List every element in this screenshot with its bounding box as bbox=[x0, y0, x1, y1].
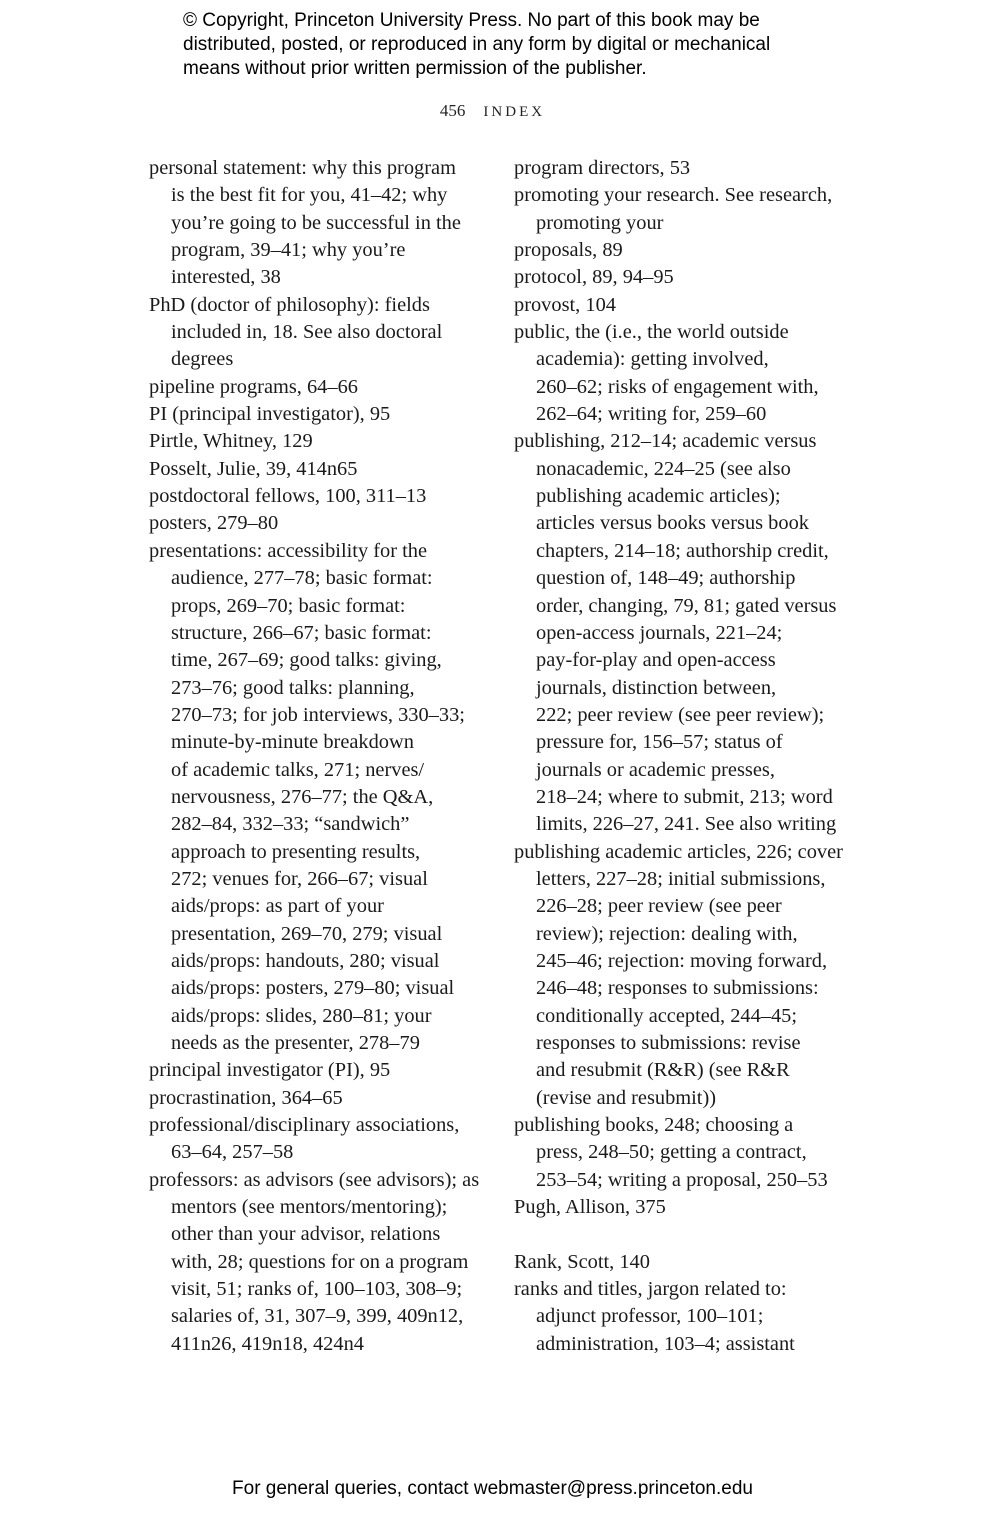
index-entry-continuation: 270–73; for job interviews, 330–33; bbox=[171, 703, 465, 726]
index-entry-continuation: minute-by-minute breakdown bbox=[171, 731, 414, 754]
footer-contact: For general queries, contact webmaster@press.princeton.edu bbox=[232, 1478, 753, 1499]
index-entry bbox=[149, 1167, 479, 1358]
index-entry-continuation: mentors (see mentors/mentoring); bbox=[171, 1196, 448, 1219]
index-entry-line: principal investigator (PI), 95 bbox=[149, 1059, 391, 1082]
index-entry-line: Pugh, Allison, 375 bbox=[514, 1196, 666, 1219]
index-entry-line: presentations: accessibility for the bbox=[149, 539, 428, 562]
index-entry-line: public, the (i.e., the world outside bbox=[514, 321, 789, 344]
index-entry-continuation: props, 269–70; basic format: bbox=[171, 594, 406, 617]
index-entry-continuation: interested, 38 bbox=[171, 266, 281, 289]
index-entry bbox=[514, 1112, 844, 1194]
index-entry-line: pipeline programs, 64–66 bbox=[149, 375, 358, 398]
index-entry-line: PhD (doctor of philosophy): fields bbox=[149, 293, 430, 316]
index-entry-line: procrastination, 364–65 bbox=[149, 1086, 343, 1109]
index-entry-line: Pirtle, Whitney, 129 bbox=[149, 430, 313, 453]
index-entry-continuation: you’re going to be successful in the bbox=[171, 211, 461, 234]
index-entry-line: publishing academic articles, 226; cover bbox=[514, 840, 843, 863]
index-entry-continuation: limits, 226–27, 241. See also writing bbox=[536, 813, 837, 836]
index-entry-continuation: adjunct professor, 100–101; bbox=[536, 1305, 764, 1328]
index-entry-continuation: responses to submissions: revise bbox=[536, 1032, 801, 1054]
index-entry-continuation: approach to presenting results, bbox=[171, 840, 421, 863]
index-entry-continuation: other than your advisor, relations bbox=[171, 1223, 441, 1246]
index-entry-continuation: 262–64; writing for, 259–60 bbox=[536, 403, 767, 426]
index-entry-continuation: (revise and resubmit)) bbox=[536, 1086, 717, 1109]
index-entry-continuation: question of, 148–49; authorship bbox=[536, 567, 796, 590]
index-entry-line: professors: as advisors (see advisors); as bbox=[149, 1168, 480, 1191]
index-entry-continuation: letters, 227–28; initial submissions, bbox=[536, 867, 826, 890]
index-entry-continuation: nervousness, 276–77; the Q&A, bbox=[171, 785, 434, 808]
index-entry bbox=[149, 292, 479, 374]
index-entry-continuation: 260–62; risks of engagement with, bbox=[536, 375, 819, 398]
index-entry-continuation: 222; peer review (see peer review); bbox=[536, 703, 825, 726]
index-entry bbox=[514, 1276, 844, 1358]
index-entry-line: proposals, 89 bbox=[514, 239, 623, 262]
index-entry-line: promoting your research. See research, bbox=[514, 184, 833, 207]
index-entry-line: provost, 104 bbox=[514, 293, 616, 316]
index-entry-continuation: program, 39–41; why you’re bbox=[171, 239, 406, 262]
index-entry-continuation: and resubmit (R&R) (see R&R bbox=[536, 1059, 790, 1082]
index-entry-line: Rank, Scott, 140 bbox=[514, 1250, 650, 1273]
index-entry-continuation: 272; venues for, 266–67; visual bbox=[171, 867, 428, 890]
index-entry bbox=[514, 155, 844, 182]
index-entry-continuation: pressure for, 156–57; status of bbox=[536, 731, 783, 754]
index-entry-continuation: aids/props: posters, 279–80; visual bbox=[171, 977, 455, 1000]
index-entry-continuation: nonacademic, 224–25 (see also bbox=[536, 457, 791, 480]
index-entry-continuation: review); rejection: dealing with, bbox=[536, 922, 798, 945]
index-entry-continuation: 411n26, 419n18, 424n4 bbox=[171, 1332, 364, 1355]
index-letter-gap bbox=[514, 1221, 844, 1248]
index-entry-continuation: conditionally accepted, 244–45; bbox=[536, 1004, 798, 1027]
index-entry-line: publishing, 212–14; academic versus bbox=[514, 430, 817, 453]
index-entry-continuation: salaries of, 31, 307–9, 399, 409n12, bbox=[171, 1305, 464, 1328]
index-column-right bbox=[514, 155, 844, 1358]
index-entry-continuation: press, 248–50; getting a contract, bbox=[536, 1141, 807, 1164]
index-entry-continuation: needs as the presenter, 278–79 bbox=[171, 1032, 420, 1054]
index-entry-line: PI (principal investigator), 95 bbox=[149, 403, 391, 426]
index-entry-continuation: 63–64, 257–58 bbox=[171, 1141, 294, 1164]
index-entry-continuation: chapters, 214–18; authorship credit, bbox=[536, 539, 829, 562]
copyright-line: © Copyright, Princeton University Press. No part of this book may be bbox=[183, 10, 760, 31]
index-entry-line: professional/disciplinary associations, bbox=[149, 1114, 460, 1137]
index-entry-continuation: included in, 18. See also doctoral bbox=[171, 321, 443, 344]
index-entry-line: publishing books, 248; choosing a bbox=[514, 1114, 794, 1137]
index-entry-continuation: journals, distinction between, bbox=[536, 676, 777, 699]
index-entry bbox=[149, 483, 479, 510]
index-entry-continuation: 226–28; peer review (see peer bbox=[536, 895, 782, 918]
index-entry bbox=[514, 264, 844, 291]
index-entry-continuation: administration, 103–4; assistant bbox=[536, 1332, 795, 1355]
section-title: INDEX bbox=[483, 104, 546, 120]
index-entry bbox=[149, 1085, 479, 1112]
index-entry bbox=[514, 839, 844, 1112]
index-entry bbox=[149, 1057, 479, 1084]
index-entry bbox=[514, 237, 844, 264]
index-entry-continuation: with, 28; questions for on a program bbox=[171, 1250, 469, 1273]
index-entry bbox=[514, 1249, 844, 1276]
index-entry bbox=[149, 155, 479, 292]
index-entry-line: posters, 279–80 bbox=[149, 512, 279, 535]
index-entry-continuation: structure, 266–67; basic format: bbox=[171, 621, 432, 644]
index-entry-continuation: order, changing, 79, 81; gated versus bbox=[536, 594, 837, 617]
index-entry-continuation: articles versus books versus book bbox=[536, 512, 809, 535]
index-entry-continuation: open-access journals, 221–24; bbox=[536, 621, 783, 644]
copyright-line: means without prior written permission of the publisher. bbox=[183, 58, 647, 79]
index-entry-line: protocol, 89, 94–95 bbox=[514, 266, 674, 289]
copyright-notice bbox=[183, 9, 843, 81]
index-entry-continuation: audience, 277–78; basic format: bbox=[171, 567, 433, 590]
index-entry-line: Posselt, Julie, 39, 414n65 bbox=[149, 457, 358, 480]
index-entry-continuation: visit, 51; ranks of, 100–103, 308–9; bbox=[171, 1278, 463, 1301]
index-entry-continuation: aids/props: handouts, 280; visual bbox=[171, 949, 440, 972]
index-entry-continuation: aids/props: as part of your bbox=[171, 895, 384, 918]
index-entry bbox=[149, 1112, 479, 1167]
index-entry-line: personal statement: why this program bbox=[149, 157, 456, 179]
index-entry-continuation: degrees bbox=[171, 348, 234, 371]
index-entry bbox=[149, 456, 479, 483]
index-entry-line: ranks and titles, jargon related to: bbox=[514, 1278, 787, 1301]
index-entry-continuation: 218–24; where to submit, 213; word bbox=[536, 785, 833, 808]
index-entry-continuation: presentation, 269–70, 279; visual bbox=[171, 922, 443, 945]
index-column-left bbox=[149, 155, 479, 1358]
index-entry-continuation: 282–84, 332–33; “sandwich” bbox=[171, 813, 410, 836]
index-entry-continuation: academia): getting involved, bbox=[536, 348, 769, 371]
index-entry-continuation: 245–46; rejection: moving forward, bbox=[536, 949, 828, 972]
index-entry bbox=[149, 374, 479, 401]
index-entry bbox=[149, 428, 479, 455]
index-entry-continuation: 253–54; writing a proposal, 250–53 bbox=[536, 1168, 828, 1191]
index-entry-continuation: promoting your bbox=[536, 211, 664, 234]
index-entry bbox=[149, 538, 479, 1058]
index-entry bbox=[149, 401, 479, 428]
running-head bbox=[0, 101, 985, 121]
index-entry bbox=[514, 292, 844, 319]
index-entry bbox=[514, 182, 844, 237]
index-entry-continuation: time, 267–69; good talks: giving, bbox=[171, 649, 442, 672]
index-entry bbox=[149, 510, 479, 537]
index-entry-continuation: publishing academic articles); bbox=[536, 485, 781, 508]
index-entry bbox=[514, 319, 844, 428]
page-number: 456 bbox=[439, 101, 466, 120]
index-entry-line: postdoctoral fellows, 100, 311–13 bbox=[149, 485, 427, 508]
index-entry-continuation: 246–48; responses to submissions: bbox=[536, 977, 819, 1000]
index-entry-continuation: 273–76; good talks: planning, bbox=[171, 676, 415, 699]
index-entry-continuation: is the best fit for you, 41–42; why bbox=[171, 184, 448, 207]
index-entry bbox=[514, 428, 844, 838]
copyright-line: distributed, posted, or reproduced in any form by digital or mechanical bbox=[183, 34, 771, 55]
index-entry-line: program directors, 53 bbox=[514, 157, 691, 179]
index-entry bbox=[514, 1194, 844, 1221]
index-entry-continuation: journals or academic presses, bbox=[536, 758, 775, 781]
index-entry-continuation: aids/props: slides, 280–81; your bbox=[171, 1004, 432, 1027]
index-entry-continuation: of academic talks, 271; nerves/ bbox=[171, 758, 425, 781]
index-entry-continuation: pay-for-play and open-access bbox=[536, 649, 776, 672]
